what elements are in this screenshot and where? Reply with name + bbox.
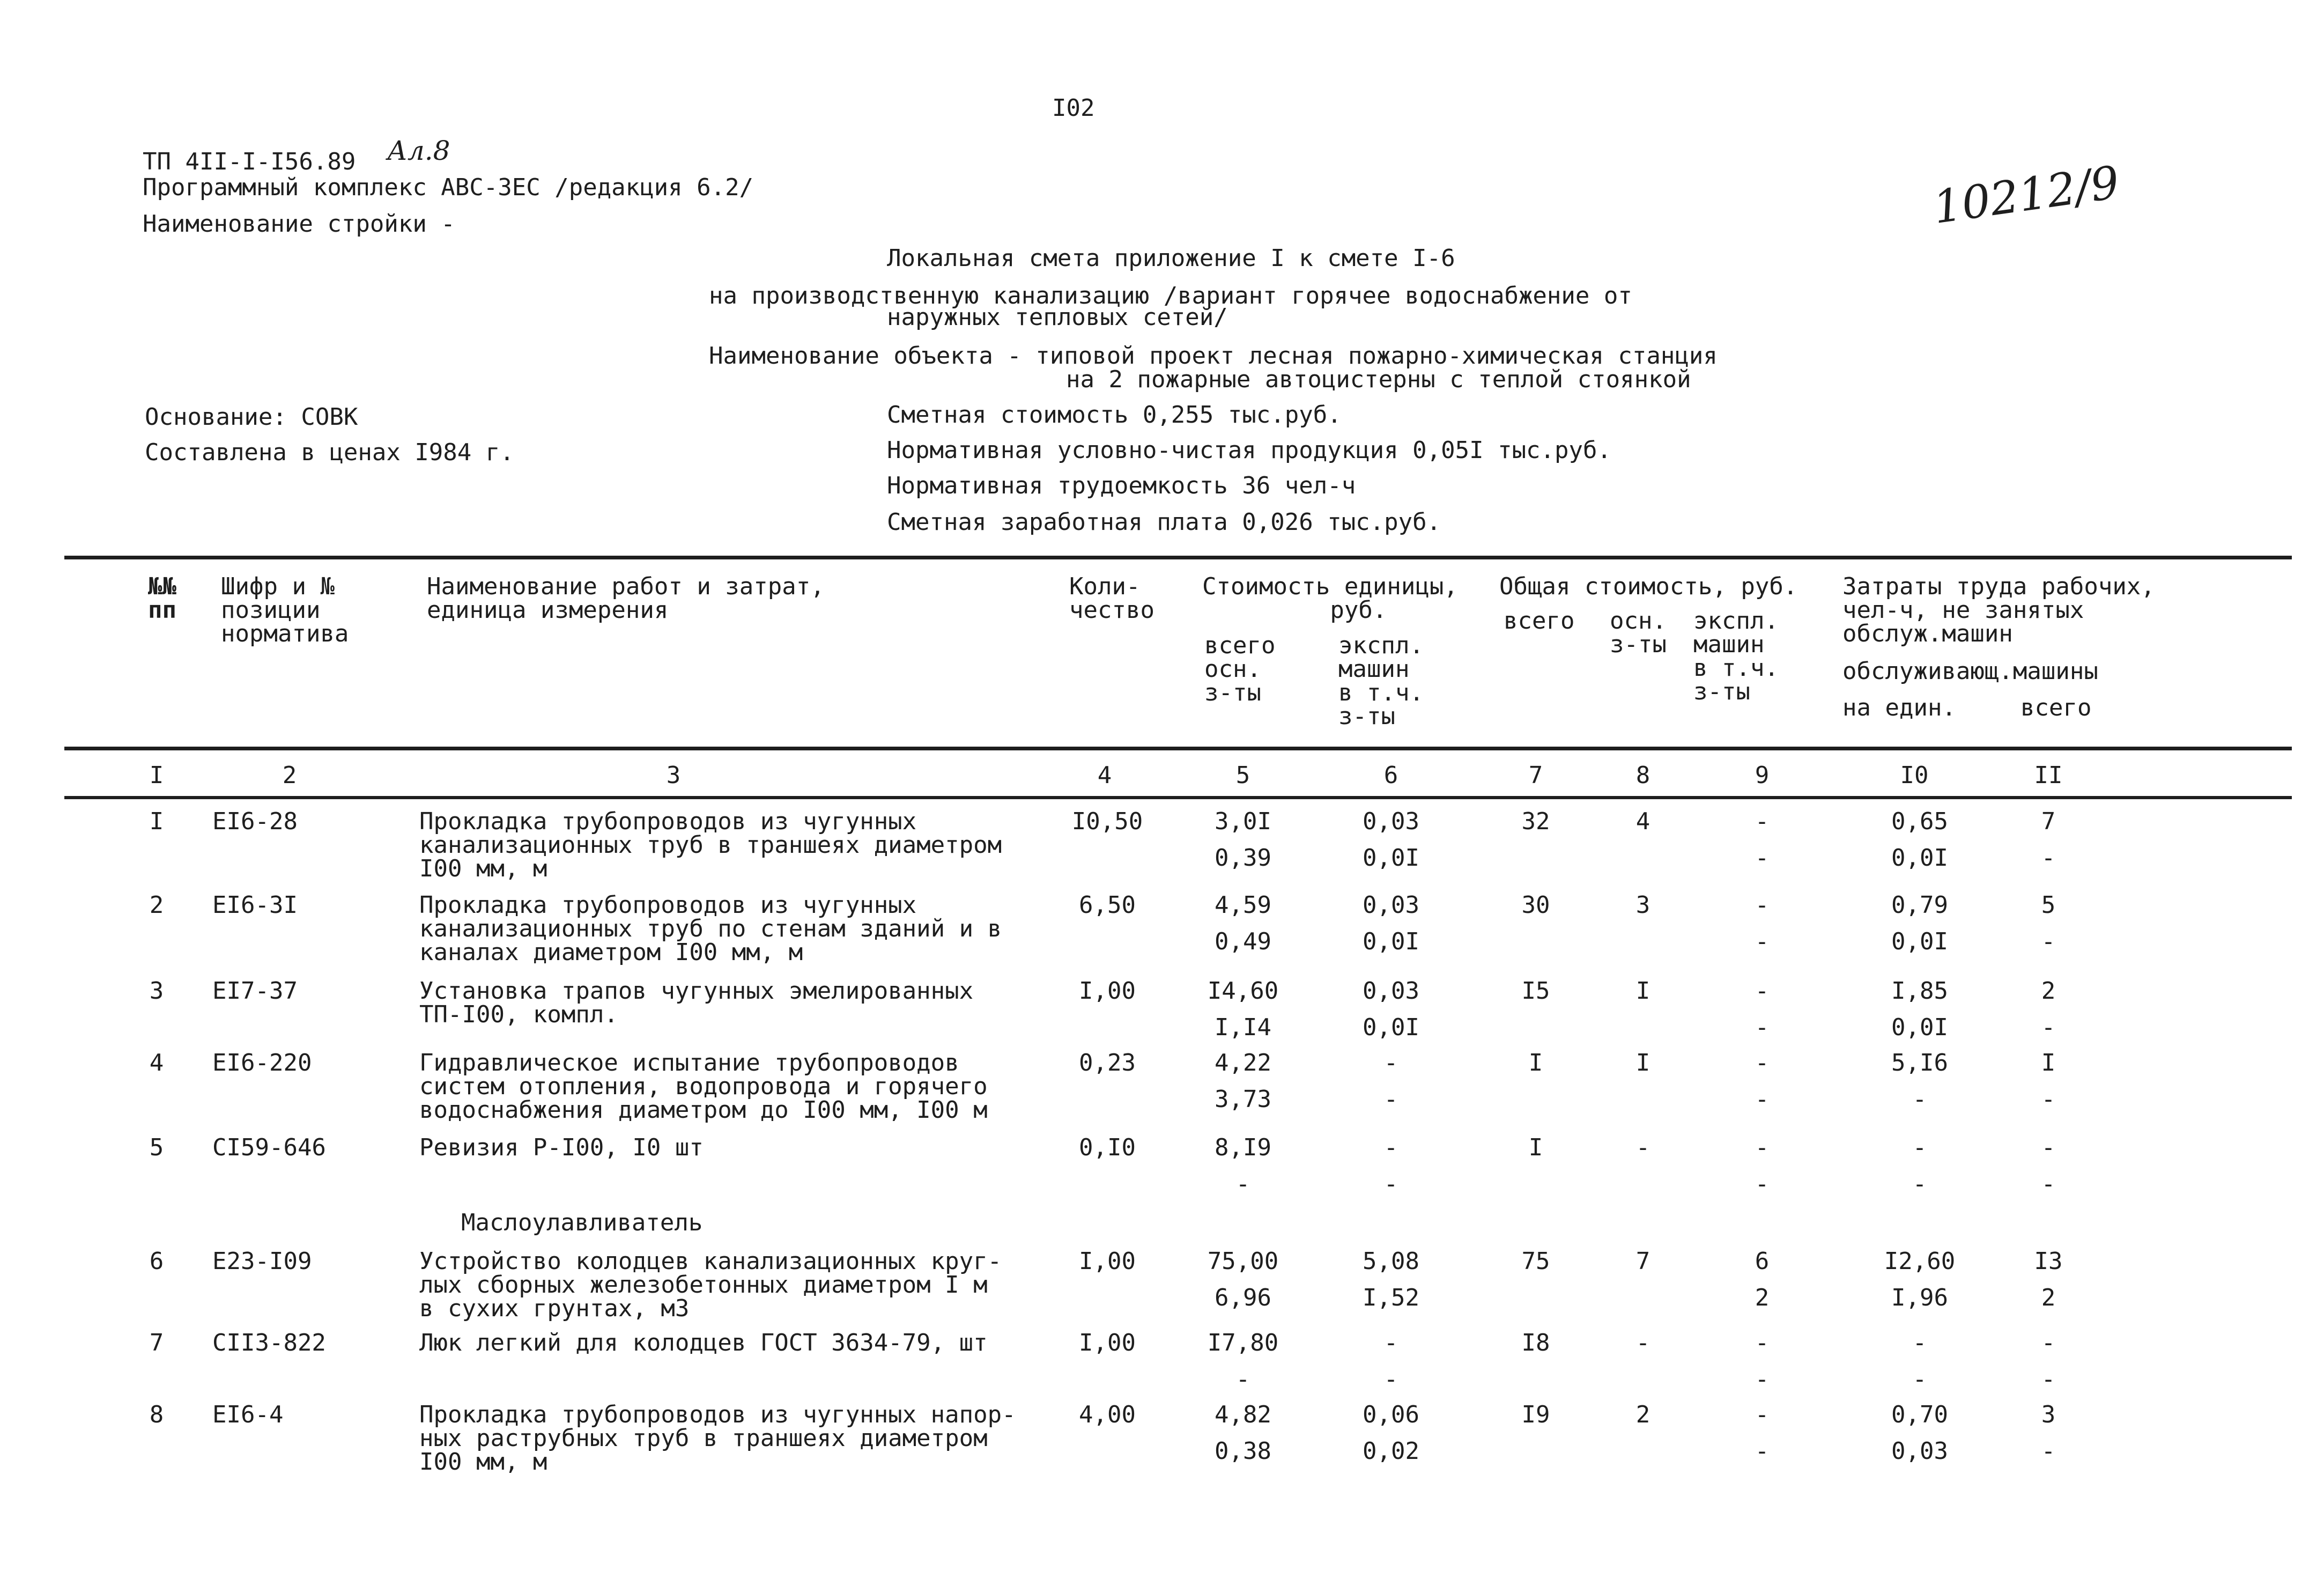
- labor-machines-total: 2: [2041, 1284, 2056, 1311]
- table-top-rule: [64, 556, 2292, 559]
- total-machines-wage: -: [1755, 1170, 1770, 1198]
- labor-machines-per-unit: I,96: [1891, 1284, 1948, 1311]
- estimated-wages: Сметная заработная плата 0,026 тыс.руб.: [887, 508, 1441, 536]
- total-machines-wage: 2: [1755, 1284, 1770, 1311]
- total-base-wage: I: [1635, 977, 1651, 1005]
- labor-total: I3: [2034, 1248, 2063, 1275]
- total-cost: I: [1528, 1134, 1543, 1161]
- prices-year-text: Составлена в ценах I984 г.: [145, 439, 514, 466]
- column-number: I: [149, 762, 164, 789]
- labor-machines-total: -: [2041, 1086, 2056, 1113]
- total-base-wage: -: [1635, 1329, 1651, 1356]
- total-cost: I5: [1521, 977, 1550, 1005]
- labor-total: 2: [2041, 977, 2056, 1005]
- total-cost: 30: [1521, 891, 1550, 919]
- header-total-machines: экспл. машин в т.ч. з-ты: [1693, 607, 1779, 705]
- unit-cost-wage: 3,73: [1215, 1086, 1271, 1113]
- labor-machines-total: -: [2041, 1437, 2056, 1465]
- work-name: Устройство колодцев канализационных круг- лых сборных железобетонных диаметром I м в сухих грунтах, м3: [419, 1248, 1002, 1322]
- quantity: 0,23: [1079, 1049, 1136, 1076]
- quantity: I,00: [1079, 1248, 1136, 1275]
- header-total-all: всего: [1504, 607, 1575, 635]
- total-base-wage: 2: [1635, 1401, 1651, 1428]
- labor-total: 5: [2041, 891, 2056, 919]
- row-number: 3: [149, 977, 164, 1005]
- labor-total: 7: [2041, 808, 2056, 835]
- labor-per-unit: 0,79: [1891, 891, 1948, 919]
- header-total-cost: Общая стоимость, руб.: [1499, 573, 1798, 600]
- program-line: Программный комплекс АВС-3ЕС /редакция 6.2/: [143, 174, 754, 201]
- work-name: Установка трапов чугунных эмелированных ТП-I00, компл.: [419, 977, 974, 1028]
- work-name: Прокладка трубопроводов из чугунных напор- ных раструбных труб в траншеях диаметром I00 мм, м: [419, 1401, 1016, 1476]
- column-number: 8: [1635, 762, 1651, 789]
- column-number: II: [2034, 762, 2063, 789]
- unit-cost-total: 8,I9: [1215, 1134, 1271, 1161]
- work-name: Ревизия Р-I00, I0 шт: [419, 1134, 704, 1161]
- total-cost: I9: [1521, 1401, 1550, 1428]
- total-machines-wage: -: [1755, 1014, 1770, 1041]
- labor-per-unit: I,85: [1891, 977, 1948, 1005]
- labor-machines-per-unit: 0,03: [1891, 1437, 1948, 1465]
- unit-machines-wage: 0,0I: [1363, 844, 1419, 872]
- page-number: I02: [1052, 94, 1095, 122]
- estimate-subtitle-line2: наружных тепловых сетей/: [887, 304, 1228, 331]
- total-base-wage: -: [1635, 1134, 1651, 1161]
- labor-total: -: [2041, 1134, 2056, 1161]
- unit-machines: 0,06: [1363, 1401, 1419, 1428]
- header-unit-total: всего осн. з-ты: [1204, 632, 1276, 706]
- labor-per-unit: 5,I6: [1891, 1049, 1948, 1076]
- total-machines: 6: [1755, 1248, 1770, 1275]
- column-number: I0: [1900, 762, 1929, 789]
- quantity: 6,50: [1079, 891, 1136, 919]
- norm-code: EI6-3I: [212, 891, 298, 919]
- column-number: 9: [1755, 762, 1770, 789]
- net-output: Нормативная условно-чистая продукция 0,05I тыс.руб.: [887, 437, 1612, 464]
- unit-cost-total: 4,22: [1215, 1049, 1271, 1076]
- header-labor-machines: обслуживающ.машины: [1842, 658, 2098, 685]
- unit-cost-wage: 0,38: [1215, 1437, 1271, 1465]
- header-bottom-rule: [64, 747, 2292, 750]
- column-number: 6: [1383, 762, 1398, 789]
- unit-cost-wage: 6,96: [1215, 1284, 1271, 1311]
- unit-machines: 0,03: [1363, 977, 1419, 1005]
- column-number: 3: [666, 762, 681, 789]
- unit-machines-wage: 0,02: [1363, 1437, 1419, 1465]
- unit-cost-wage: -: [1235, 1170, 1250, 1198]
- column-number: 2: [282, 762, 297, 789]
- labor-total: 3: [2041, 1401, 2056, 1428]
- header-unit-machines: экспл. машин в т.ч. з-ты: [1338, 632, 1424, 730]
- quantity: 0,I0: [1079, 1134, 1136, 1161]
- quantity: I,00: [1079, 1329, 1136, 1356]
- estimate-title: Локальная смета приложение I к смете I-6: [887, 245, 1455, 272]
- unit-cost-total: I4,60: [1207, 977, 1279, 1005]
- total-machines-wage: -: [1755, 1437, 1770, 1465]
- labor-machines-per-unit: 0,0I: [1891, 844, 1948, 872]
- row-number: 6: [149, 1248, 164, 1275]
- header-total-base: осн. з-ты: [1610, 607, 1667, 658]
- total-machines: -: [1755, 891, 1770, 919]
- unit-machines: 0,03: [1363, 808, 1419, 835]
- unit-machines: -: [1383, 1329, 1398, 1356]
- unit-cost-wage: I,I4: [1215, 1014, 1271, 1041]
- header-work-name: Наименование работ и затрат, единица измерения: [427, 573, 825, 624]
- labor-machines-per-unit: -: [1912, 1366, 1927, 1393]
- total-cost: 75: [1521, 1248, 1550, 1275]
- labor-intensity: Нормативная трудоемкость 36 чел-ч: [887, 472, 1356, 499]
- work-name: Гидравлическое испытание трубопроводов систем отопления, водопровода и горячего водоснабжения диаметром до I00 мм, I00 м: [419, 1049, 988, 1124]
- labor-per-unit: I2,60: [1884, 1248, 1956, 1275]
- total-base-wage: 3: [1635, 891, 1651, 919]
- total-machines: -: [1755, 808, 1770, 835]
- total-cost: 32: [1521, 808, 1550, 835]
- unit-machines: -: [1383, 1049, 1398, 1076]
- section-heading: Маслоулавливатель: [461, 1209, 703, 1236]
- basis-text: Основание: СОВК: [145, 403, 358, 431]
- total-machines: -: [1755, 977, 1770, 1005]
- header-quantity: Коли- чество: [1069, 573, 1154, 624]
- total-cost: I: [1528, 1049, 1543, 1076]
- unit-machines: 0,03: [1363, 891, 1419, 919]
- labor-machines-total: -: [2041, 844, 2056, 872]
- reference-handwritten-note: 10212/9: [1930, 156, 2123, 234]
- labor-machines-total: -: [2041, 1170, 2056, 1198]
- total-machines-wage: -: [1755, 844, 1770, 872]
- album-handwritten-note: Ал.8: [387, 135, 450, 166]
- labor-machines-per-unit: 0,0I: [1891, 928, 1948, 955]
- norm-code: CI59-646: [212, 1134, 326, 1161]
- labor-per-unit: 0,70: [1891, 1401, 1948, 1428]
- labor-per-unit: -: [1912, 1134, 1927, 1161]
- norm-code: EI7-37: [212, 977, 298, 1005]
- total-machines-wage: -: [1755, 1086, 1770, 1113]
- labor-machines-per-unit: -: [1912, 1086, 1927, 1113]
- work-name: Прокладка трубопроводов из чугунных канализационных труб по стенам зданий и в каналах диаметром I00 мм, м: [419, 891, 1002, 966]
- row-number: I: [149, 808, 164, 835]
- total-base-wage: 4: [1635, 808, 1651, 835]
- header-labor: Затраты труда рабочих, чел-ч, не занятых обслуж.машин: [1842, 573, 2155, 647]
- total-machines-wage: -: [1755, 928, 1770, 955]
- total-machines: -: [1755, 1049, 1770, 1076]
- norm-code: EI6-28: [212, 808, 298, 835]
- unit-machines-wage: I,52: [1363, 1284, 1419, 1311]
- unit-cost-wage: 0,49: [1215, 928, 1271, 955]
- header-labor-total: всего: [2020, 694, 2092, 721]
- header-row-number: №№ пп: [148, 573, 176, 624]
- quantity: 4,00: [1079, 1401, 1136, 1428]
- total-machines: -: [1755, 1401, 1770, 1428]
- object-line1: Наименование объекта - типовой проект лесная пожарно-химическая станция: [709, 342, 1718, 370]
- unit-machines-wage: 0,0I: [1363, 1014, 1419, 1041]
- unit-cost-wage: -: [1235, 1366, 1250, 1393]
- total-machines: -: [1755, 1134, 1770, 1161]
- total-cost: I8: [1521, 1329, 1550, 1356]
- labor-machines-total: -: [2041, 928, 2056, 955]
- total-machines-wage: -: [1755, 1366, 1770, 1393]
- labor-per-unit: -: [1912, 1329, 1927, 1356]
- norm-code: CII3-822: [212, 1329, 326, 1356]
- column-number-rule: [64, 796, 2292, 799]
- total-machines: -: [1755, 1329, 1770, 1356]
- estimated-cost: Сметная стоимость 0,255 тыс.руб.: [887, 401, 1342, 429]
- unit-cost-total: 3,0I: [1215, 808, 1271, 835]
- unit-machines-wage: -: [1383, 1086, 1398, 1113]
- column-number: 7: [1528, 762, 1543, 789]
- unit-cost-total: I7,80: [1207, 1329, 1279, 1356]
- total-base-wage: I: [1635, 1049, 1651, 1076]
- labor-machines-per-unit: 0,0I: [1891, 1014, 1948, 1041]
- construction-name: Наименование стройки -: [143, 210, 455, 238]
- work-name: Люк легкий для колодцев ГОСТ 3634-79, шт: [419, 1329, 988, 1356]
- labor-machines-total: -: [2041, 1366, 2056, 1393]
- labor-machines-total: -: [2041, 1014, 2056, 1041]
- row-number: 2: [149, 891, 164, 919]
- column-number: 4: [1097, 762, 1112, 789]
- total-base-wage: 7: [1635, 1248, 1651, 1275]
- header-unit-cost: Стоимость единицы, руб.: [1202, 573, 1458, 624]
- row-number: 4: [149, 1049, 164, 1076]
- document-code: ТП 4II-I-I56.89: [143, 148, 356, 175]
- norm-code: EI6-220: [212, 1049, 312, 1076]
- header-labor-unit: на един.: [1842, 694, 1956, 721]
- object-line2: на 2 пожарные автоцистерны с теплой стоянкой: [1066, 366, 1691, 393]
- unit-machines-wage: 0,0I: [1363, 928, 1419, 955]
- norm-code: EI6-4: [212, 1401, 284, 1428]
- norm-code: E23-I09: [212, 1248, 312, 1275]
- unit-cost-total: 4,82: [1215, 1401, 1271, 1428]
- unit-machines: 5,08: [1363, 1248, 1419, 1275]
- labor-total: I: [2041, 1049, 2056, 1076]
- labor-per-unit: 0,65: [1891, 808, 1948, 835]
- unit-cost-wage: 0,39: [1215, 844, 1271, 872]
- row-number: 8: [149, 1401, 164, 1428]
- labor-total: -: [2041, 1329, 2056, 1356]
- row-number: 7: [149, 1329, 164, 1356]
- unit-cost-total: 4,59: [1215, 891, 1271, 919]
- labor-machines-per-unit: -: [1912, 1170, 1927, 1198]
- unit-machines-wage: -: [1383, 1170, 1398, 1198]
- column-number: 5: [1235, 762, 1250, 789]
- work-name: Прокладка трубопроводов из чугунных канализационных труб в траншеях диаметром I00 мм, м: [419, 808, 1002, 882]
- unit-machines-wage: -: [1383, 1366, 1398, 1393]
- row-number: 5: [149, 1134, 164, 1161]
- unit-cost-total: 75,00: [1207, 1248, 1279, 1275]
- quantity: I0,50: [1071, 808, 1143, 835]
- unit-machines: -: [1383, 1134, 1398, 1161]
- estimate-subtitle-line1: на производственную канализацию /вариант горячее водоснабжение от: [709, 282, 1632, 309]
- quantity: I,00: [1079, 977, 1136, 1005]
- header-norm-code: Шифр и № позиции норматива: [221, 573, 349, 647]
